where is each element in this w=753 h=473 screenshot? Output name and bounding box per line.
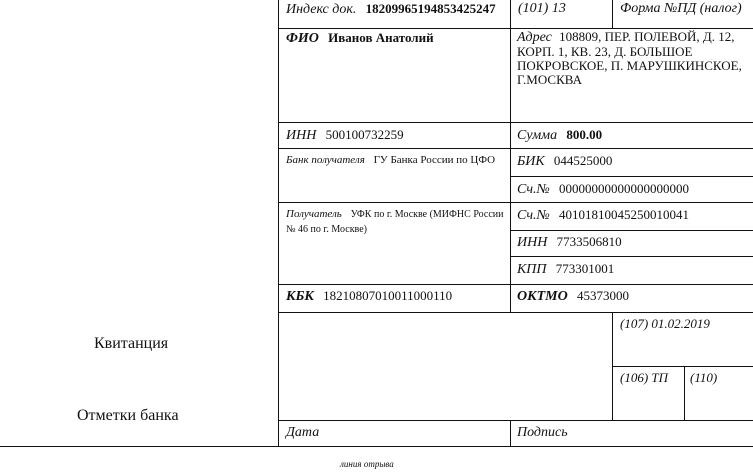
bank-account-value: 00000000000000000000 [558,181,689,196]
address-label: Адрес [517,30,552,45]
bank-account-label: Сч.№ [517,182,550,197]
fio-label: ФИО [286,31,319,46]
payer-fio [286,30,434,47]
divider-vertical [510,0,511,28]
divider-horizontal [278,312,753,313]
recipient-inn-label: ИНН [517,235,548,250]
kbk [286,288,452,305]
bank-marks-title: Отметки банка [77,407,179,424]
kbk-label: КБК [286,289,314,304]
recipient-inn [517,234,622,251]
divider-horizontal [278,202,753,203]
divider-horizontal [612,366,753,367]
divider-horizontal [510,256,753,257]
payer-address [517,30,749,87]
bik-label: БИК [517,154,545,169]
recipient-kpp [517,261,614,278]
recipient [286,207,506,237]
kpp-label: КПП [517,262,547,277]
form-label: Форма №ПД (налог) [620,1,742,16]
recipient-inn-value: 7733506810 [556,234,622,249]
field-107 [620,316,710,332]
oktmo [517,288,629,305]
receipt-title: Квитанция [94,335,169,352]
doc-index-value: 18209965194853425247 [365,1,496,16]
inn-value: 500100732259 [325,127,404,142]
bank-account [517,181,689,198]
divider-mid-vertical [510,28,511,312]
payment-sum [517,127,602,144]
divider-horizontal [278,148,753,149]
cut-line-label: линия отрыва [340,459,394,469]
doc-index-label: Индекс док. [286,2,357,17]
sum-label: Сумма [517,128,558,143]
bank-label: Банк получателя [286,154,365,166]
divider-vertical [684,366,685,420]
field-110: (110) [690,370,718,385]
recipient-account [517,207,689,224]
recipient-label: Получатель [286,208,342,220]
oktmo-value: 45373000 [576,288,629,303]
doc-index [286,1,496,18]
kpp-value: 773301001 [555,261,615,276]
divider-horizontal [278,420,753,421]
sum-value: 800.00 [566,127,603,142]
bik [517,153,612,170]
oktmo-label: ОКТМО [517,289,568,304]
date-label: Дата [286,425,320,440]
divider-left-vertical [278,0,279,446]
bank-value: ГУ Банка России по ЦФО [373,154,496,166]
field-106: (106) ТП [620,370,669,385]
kbk-value: 18210807010011000110 [323,288,453,303]
divider-horizontal [510,230,753,231]
payer-inn [286,127,404,144]
recipient-account-value: 40101810045250010041 [558,207,689,222]
divider-horizontal [510,176,753,177]
field-107-value: (107) 01.02.2019 [620,316,710,331]
fio-value: Иванов Анатолий [328,30,434,45]
divider-vertical [612,0,613,28]
divider-vertical [510,420,511,446]
signature-label: Подпись [517,425,568,440]
inn-label: ИНН [286,128,317,143]
divider-horizontal [278,122,753,123]
recipient-bank [286,153,506,167]
field-101: (101) 13 [518,1,566,16]
divider-horizontal [278,284,753,285]
recipient-value: УФК по г. Москве (МИФНС России № 46 по г. Москве) [286,209,504,235]
recipient-account-label: Сч.№ [517,208,550,223]
cut-line [0,446,753,447]
address-value: 108809, ПЕР. ПОЛЕВОЙ, Д. 12, КОРП. 1, КВ. 23, Д. БОЛЬШОЕ ПОКРОВСКОЕ, П. МАРУШКИНСКОЕ, Г.МОСКВА [517,29,742,87]
bik-value: 044525000 [553,153,613,168]
